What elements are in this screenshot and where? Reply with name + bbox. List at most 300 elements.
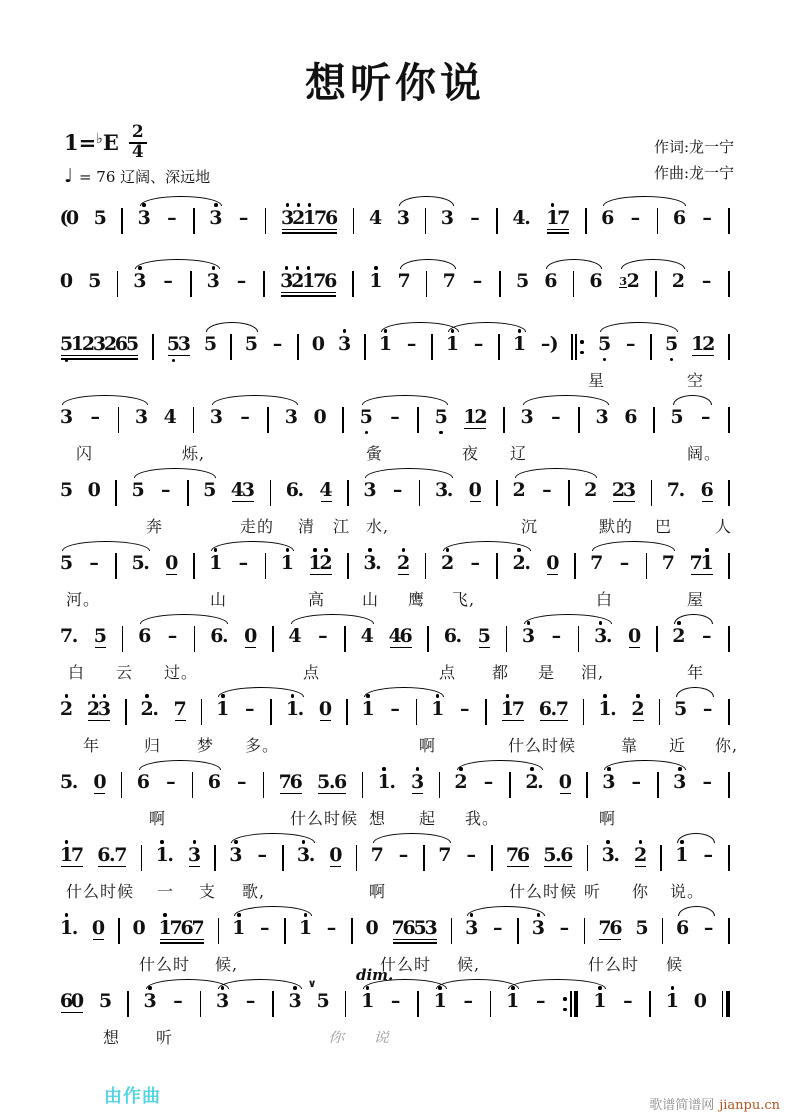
barline [351,918,353,944]
note-token: 7 [661,552,675,574]
lyric-syllable: 星 [588,371,606,390]
note-token: 0 [628,616,641,648]
note-token: 2 [632,689,645,721]
note-token: 3 [209,406,223,428]
barline [650,334,652,360]
note-token: – [702,698,713,720]
note-token: 3 [134,406,149,428]
note-token: 1 7 [60,835,84,867]
barline [364,334,366,360]
lyric-syllable: 靠 [621,736,639,755]
barline [362,772,364,798]
barline [214,845,216,871]
key-signature-block [64,124,210,187]
note-token: 0 [59,270,74,292]
note-token: 0 [92,908,105,940]
lyric-syllable: 白 [596,590,614,609]
barline [728,772,730,798]
barline [649,991,651,1017]
lyric-syllable: 烁, [182,444,206,463]
note-token: 1 . [60,908,79,939]
note-token: – [459,698,470,720]
note-token: 7 [590,552,604,574]
note-token: 1 [513,324,526,355]
note-token: 6 . 7 [97,835,127,867]
time-signature: 2 4 [129,124,147,162]
score-line [0,261,790,324]
lyric-syllable: 什么时候 [290,809,359,828]
note-token: – [392,479,403,501]
barline [660,845,662,871]
lyric-syllable: 人 [715,517,733,536]
note-token: 5 . [131,552,150,574]
note-token: 5 [98,990,113,1012]
barline [282,845,284,871]
lyric-syllable: 啊 [599,809,617,828]
note-token: 6 [701,470,714,502]
barline [346,699,348,725]
note-token: 6 [207,771,221,793]
note-token: 5 . [59,771,79,793]
lyric-syllable: 沉 [521,517,539,536]
note-token: 7 1 [690,543,714,575]
lyric-syllable: 点 [303,663,321,682]
note-token: – [318,625,328,647]
note-token: 6 [544,270,558,292]
lyric-syllable: 年 [687,663,705,682]
barline [193,553,195,579]
note-token: 1 [216,689,229,720]
note-token: 1 2 [691,324,715,356]
barline [498,334,500,360]
barline [657,208,659,234]
note-token: 7 [174,689,187,721]
dynamic-marking: dim. [356,966,394,984]
note-token: 5 [670,406,684,428]
note-token: 5 [598,324,611,363]
barline [263,271,265,297]
barline [584,918,586,944]
lyric-syllable: 什么时 [588,955,640,974]
lyric-syllable: 起 [419,809,437,828]
lyric-syllable: 空 [687,371,705,390]
note-token: 5 [244,333,259,355]
note-token: 6 [136,771,151,793]
note-token: 3 [229,835,242,866]
tempo-marking [64,166,210,187]
note-token: 0 [469,470,482,502]
score-line [0,470,790,543]
barline [583,699,585,725]
note-token: – [237,771,247,793]
lyric-syllable: 闪 [76,444,94,463]
barline [193,407,195,433]
barline [265,553,267,579]
note-token: 5 [131,479,145,501]
note-token: – [90,406,101,428]
note-token: – [89,552,99,574]
note-token: 6 . [443,625,463,647]
lyric-syllable: 泪, [581,663,605,682]
note-token: 5 [203,333,218,355]
note-token: 5 . 6 [317,762,347,794]
note-token: 3 . [363,543,382,574]
lyric-syllable: 啊 [149,809,167,828]
lyric-syllable: 想 [369,809,387,828]
note-token: – ) [540,333,559,355]
barline [193,208,195,234]
note-token: – [542,479,552,501]
note-token: 0 [311,333,326,355]
note-token: 3 [396,207,410,229]
barline [646,553,648,579]
barline [121,772,123,798]
score-line [0,908,790,981]
lyric-syllable: 云 [116,663,134,682]
barline [263,772,265,798]
note-token: 1 [431,689,444,720]
note-token: 5 [635,917,649,939]
note-token: 1 7 6 7 [159,908,205,940]
barline [578,626,580,652]
barline [485,699,487,725]
lyric-syllable: 默的 [599,517,634,536]
composer-credit: 作曲:龙一宁 [653,164,734,183]
note-token: – [166,771,176,793]
note-token: – [473,333,484,355]
note-token: 4 [369,207,383,229]
barline [347,480,349,506]
note-token: – [470,207,480,229]
lyric-syllable: 鹰 [408,590,426,609]
note-token: 3 [138,198,151,229]
note-token: 7 6 [506,835,530,867]
barline [230,334,232,360]
note-token: 7 6 [598,908,622,940]
note-token: 2 3 [87,689,111,721]
barline [345,991,347,1017]
score-line [0,543,790,616]
lyric-syllable: 清 [298,517,316,536]
note-token: – [238,552,249,574]
note-token: 1 [379,324,392,355]
note-token: 1 2 [463,397,487,429]
note-token: 0 [329,835,342,867]
barline [728,271,730,297]
note-token: ∨ 5 [307,977,330,1012]
note-token: – [551,625,562,647]
note-token: – [625,333,636,355]
barline [353,208,355,234]
note-token: 0 [365,917,379,939]
lyric-syllable: 山 [362,590,380,609]
note-token: 5 [203,479,217,501]
lyric-syllable: 你 [328,1029,346,1046]
note-token: 5 [360,397,373,436]
barline [200,991,202,1017]
lyric-syllable: 走的 [240,517,275,536]
lyric-syllable: 近 [669,736,687,755]
barline [190,271,192,297]
note-token: 5 [515,270,530,292]
lyric-syllable: 多。 [245,736,280,755]
note-token: 2 . [141,689,160,720]
note-token: – [701,625,712,647]
note-token: 0 [313,406,327,428]
note-token: 1 [209,543,222,574]
lyricist-credit: 作词:龙一宁 [653,138,734,156]
barline [118,407,120,433]
barline [586,772,588,798]
note-token: 0 [319,689,332,721]
note-token: 0 [87,479,101,501]
note-token: – [161,479,171,501]
note-token: 6 . [285,479,305,501]
barline [141,845,143,871]
note-token: – [536,990,546,1012]
note-token: – [257,844,267,866]
note-token: 3 [216,981,229,1012]
note-token: – [463,990,473,1012]
note-token: 3 [520,406,534,428]
note-token: – [390,698,400,720]
barline [419,480,421,506]
note-token: – [559,917,570,939]
barline [439,772,441,798]
note-token: 0 [546,543,559,575]
note-token: 3 . [594,616,613,647]
note-token: – [167,207,177,229]
notation-score [0,198,790,1054]
note-token: 2 [512,479,526,501]
note-token: – [390,990,401,1012]
note-token: 0 [244,616,257,648]
note-token: 3 [411,762,424,794]
barline [585,208,587,234]
note-token: 7 [397,270,411,292]
barline [578,407,580,433]
barline [728,553,730,579]
note-token: 1 7 [501,689,525,721]
barline [728,699,730,725]
barline [201,699,203,725]
barline [417,407,419,433]
barline [427,626,429,652]
barline [655,271,657,297]
note-token: – [398,844,409,866]
note-token: 3 [209,198,222,229]
score-line [0,397,790,470]
note-token: 3 [284,406,298,428]
note-token: 1 . [156,835,175,866]
note-token: 3 [673,762,686,793]
note-token: 6 [624,406,638,428]
barline [194,626,196,652]
lyric-syllable: 说。 [670,882,705,901]
barline [344,626,346,652]
note-token: 5 [665,324,678,363]
barline [270,480,272,506]
lyric-syllable: 归 [144,736,162,755]
note-token: 1 [369,261,382,292]
note-token: 5 [478,616,491,648]
score-line [0,966,790,1054]
lyric-syllable: 啊 [419,736,437,755]
note-token: – [272,333,283,355]
barline [722,991,730,1017]
barline [451,918,453,944]
score-line [0,762,790,835]
note-token: 3 . [434,479,454,501]
note-token: 2 [441,543,454,574]
barline [297,334,299,360]
note-token: 4 [360,625,374,647]
barline [426,271,428,297]
lyric-syllable: 听 [584,882,602,901]
lyric-syllable: 啊 [369,882,387,901]
note-token: – [163,270,173,292]
note-token: 2 [671,270,685,292]
site-url-link[interactable]: jianpu.cn [719,1098,780,1113]
note-token: – [236,270,247,292]
note-token: 5 . 6 [543,835,573,867]
note-token: – [701,270,712,292]
lyric-syllable: 一 [157,882,175,901]
note-token: 2 [397,543,410,575]
note-token: 5 [674,698,688,720]
note-token: 1 [593,981,606,1012]
lyric-syllable: 说 [373,1029,391,1046]
note-token: 1 . [598,689,617,720]
note-token: 3 [133,261,146,292]
note-token: – [703,917,714,939]
note-token: 3 [144,981,157,1012]
note-token: 1 . [378,762,397,793]
note-token: – [623,990,633,1012]
note-token: 2 [634,835,647,867]
lyric-syllable: 辽 [510,444,528,463]
note-token: – [631,771,642,793]
barline [267,407,269,433]
note-token: – [466,844,476,866]
barline [118,918,120,944]
barline [352,271,354,297]
note-token: 3 [465,908,478,939]
note-token: 3 [289,981,302,1012]
barline [218,918,220,944]
note-token: 1 2 [309,543,333,575]
note-token: 1 . [286,689,305,720]
barline [728,334,730,360]
lyric-syllable: 什么时候 [509,882,578,901]
note-token: – [701,406,711,428]
barline [127,991,129,1017]
note-token: 3 2 [619,270,640,292]
lyric-syllable: 夜 [462,444,480,463]
note-token: – [702,207,712,229]
note-token: – [470,552,480,574]
note-token: 5 [59,552,74,574]
barline [122,626,124,652]
note-token: 2 . [513,543,532,574]
barline [117,271,119,297]
barline [431,334,433,360]
note-token: 3 2 1 7 6 [281,198,338,230]
lyric-syllable: 歌, [242,882,266,901]
footer-note: 由作曲 [104,1086,161,1107]
barline [499,271,501,297]
barline [574,553,576,579]
note-token: – [551,406,561,428]
lyric-syllable: 山 [210,590,228,609]
note-token: 3 [602,762,615,793]
barline [425,553,427,579]
note-token: ( 0 [59,207,80,229]
note-token: 1 [506,981,519,1012]
lyric-syllable: 江 [333,517,351,536]
lyric-syllable: 水, [366,517,390,536]
note-token: – [390,406,400,428]
note-token: 6 . [210,625,229,647]
note-token: 3 [338,324,351,355]
note-token: 7 6 5 3 [392,908,438,940]
barline [496,208,498,234]
note-token: 1 [361,981,374,1012]
key-label: 1= [64,130,97,156]
barline [125,699,127,725]
note-token: 1 [362,689,375,720]
barline [490,991,492,1017]
lyric-syllable: 候, [457,955,481,974]
note-token: 3 . [602,835,621,866]
note-token: 3 [595,406,609,428]
note-token: 2 3 [612,470,636,502]
lyric-syllable: 都 [492,663,510,682]
barline [657,772,659,798]
note-token: 4 . [512,207,531,229]
note-token: 5 3 [167,324,191,364]
barline [496,553,498,579]
barline [121,208,123,234]
note-token: – [260,917,270,939]
note-token: 2 [584,479,598,501]
note-token: 4 3 [231,470,255,502]
lyric-syllable: 候, [215,955,239,974]
lyric-syllable: 你 [632,882,650,901]
note-token: 1 [299,908,312,939]
lyric-syllable: 候 [666,955,684,974]
note-token: – [245,990,256,1012]
barline [272,626,274,652]
barline [651,480,653,506]
lyric-syllable: 什么时 [380,955,432,974]
lyric-syllable: 屋 [687,590,705,609]
barline [491,845,493,871]
note-token: 4 6 [389,616,413,648]
lyric-syllable: 什么时候 [508,736,577,755]
note-token: 0 [93,762,106,794]
note-token: 6 . 7 [539,689,569,721]
note-token: 3 [207,261,220,292]
barline [728,407,730,433]
lyric-syllable: 奔 [146,517,164,536]
song-title: 想听你说 [305,59,485,107]
note-token: 2 [455,762,468,793]
lyric-syllable: 高 [308,590,326,609]
note-token: 6 [676,917,690,939]
note-token: 6 [589,270,603,292]
note-token: 2 [672,616,685,647]
